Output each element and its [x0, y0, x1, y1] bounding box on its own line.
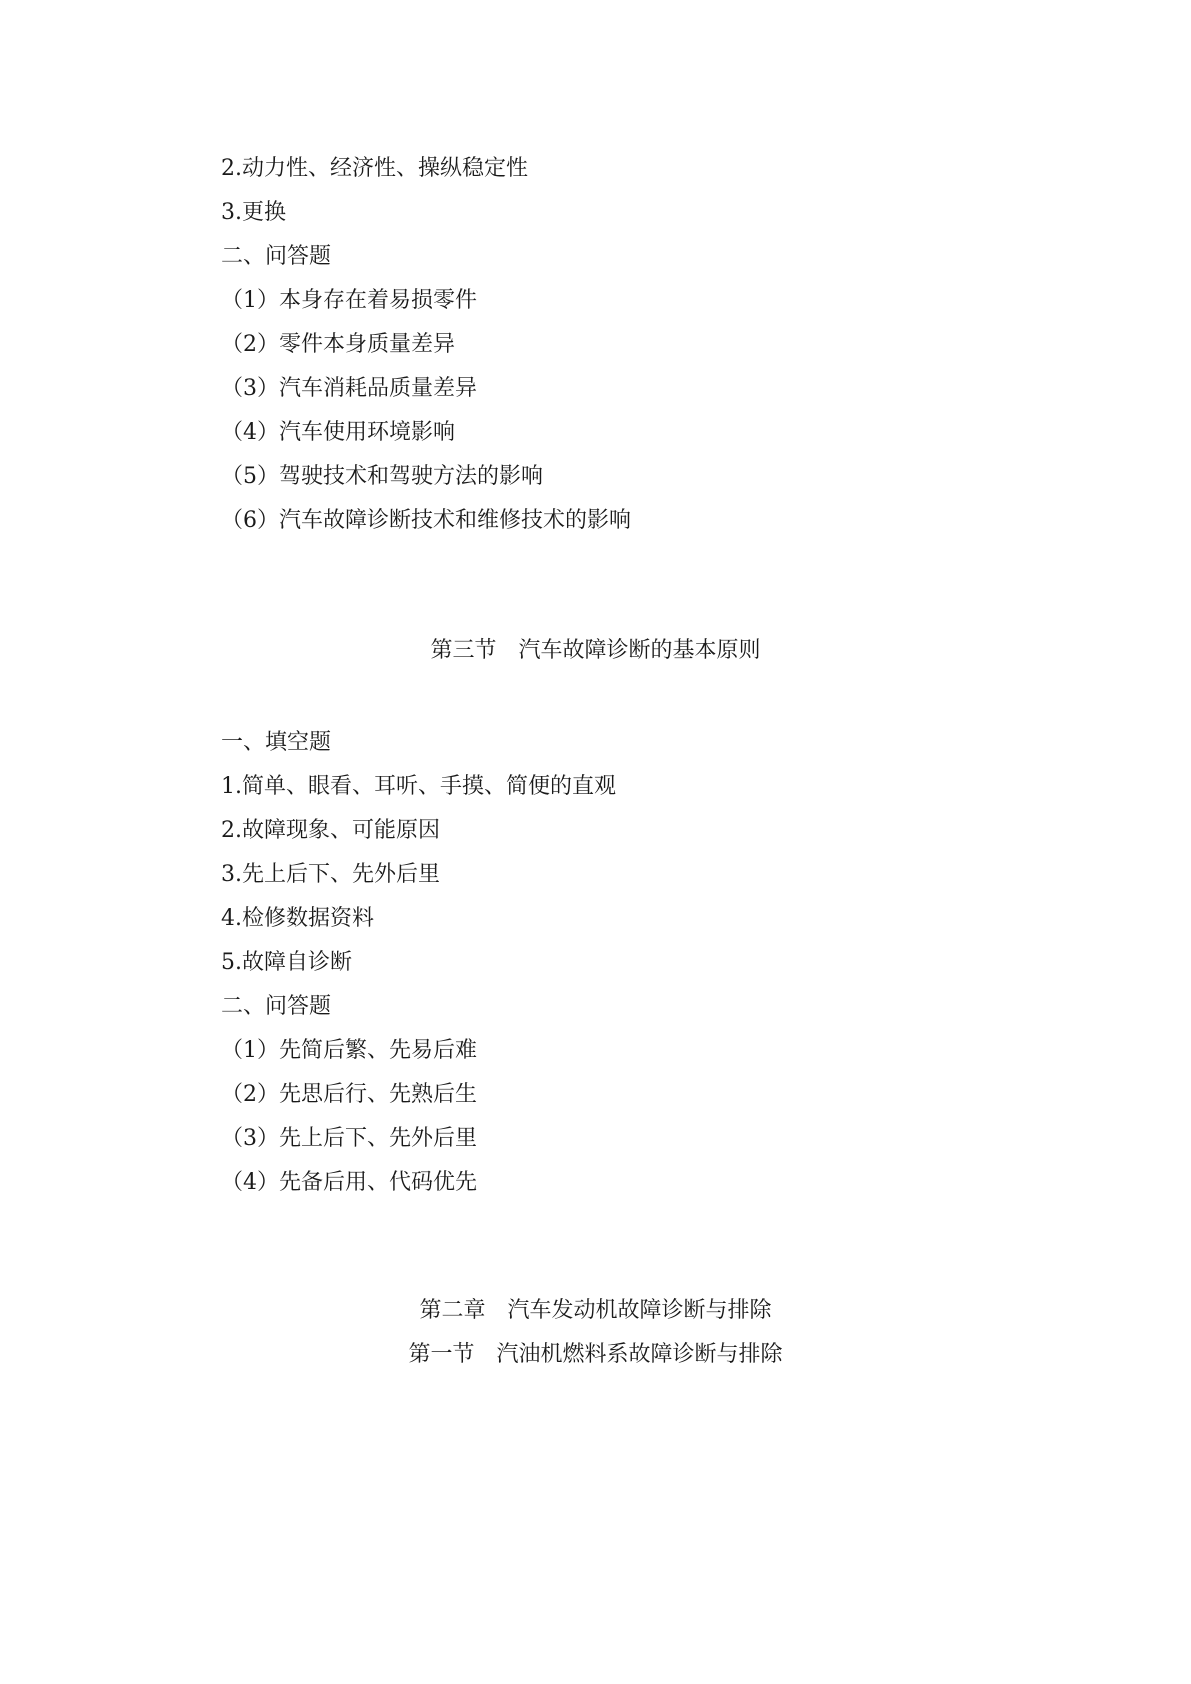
qa-item: （1）先简后繁、先易后难 [221, 1038, 477, 1063]
qa-item: （2）零件本身质量差异 [221, 332, 455, 357]
fill-item: 1.简单、眼看、耳听、手摸、简便的直观 [221, 774, 616, 799]
fill-heading: 一、填空题 [221, 730, 332, 755]
qa-item: （4）汽车使用环境影响 [221, 420, 455, 445]
qa-item: （5）驾驶技术和驾驶方法的影响 [221, 464, 543, 489]
fill-item: 5.故障自诊断 [221, 950, 352, 975]
fill-item: 3.先上后下、先外后里 [221, 862, 440, 887]
qa-heading: 二、问答题 [221, 244, 332, 269]
answer-line: 3.更换 [221, 200, 286, 225]
chapter-title: 第二章 汽车发动机故障诊断与排除 [419, 1298, 772, 1323]
qa-item: （4）先备后用、代码优先 [221, 1170, 477, 1195]
qa-item: （6）汽车故障诊断技术和维修技术的影响 [221, 508, 631, 533]
qa-item: （1）本身存在着易损零件 [221, 288, 477, 313]
qa-heading: 二、问答题 [221, 994, 332, 1019]
answer-line: 2.动力性、经济性、操纵稳定性 [221, 156, 528, 181]
qa-item: （2）先思后行、先熟后生 [221, 1082, 477, 1107]
qa-item: （3）汽车消耗品质量差异 [221, 376, 477, 401]
qa-item: （3）先上后下、先外后里 [221, 1126, 477, 1151]
section-title: 第三节 汽车故障诊断的基本原则 [430, 638, 761, 663]
chapter-section-title: 第一节 汽油机燃料系故障诊断与排除 [408, 1342, 783, 1367]
fill-item: 4.检修数据资料 [221, 906, 374, 931]
fill-item: 2.故障现象、可能原因 [221, 818, 440, 843]
